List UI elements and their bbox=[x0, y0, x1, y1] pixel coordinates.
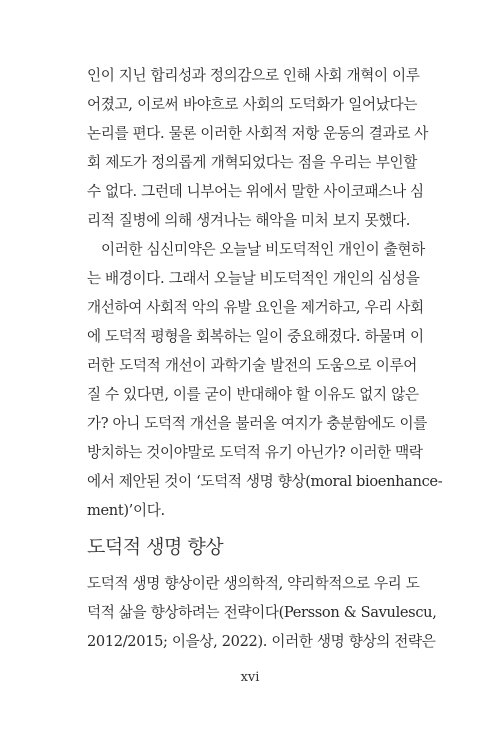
text-line: ment)’이다. bbox=[87, 502, 165, 519]
text-line: 러한 도덕적 개선이 과학기술 발전의 도움으로 이루어 bbox=[87, 357, 417, 374]
text-line: 수 없다. 그런데 니부어는 위에서 말한 사이코패스나 심 bbox=[87, 183, 424, 200]
text-line: 리적 질병에 의해 생겨나는 해악을 미처 보지 못했다. bbox=[87, 212, 411, 229]
section-heading: 도덕적 생명 향상 bbox=[87, 536, 224, 558]
text-line: 덕적 삶을 향상하려는 전략이다(Persson & Savulescu, bbox=[87, 604, 437, 621]
text-line: 에서 제안된 것이 ‘도덕적 생명 향상(moral bioenhance- bbox=[87, 473, 443, 490]
text-line: 도덕적 생명 향상이란 생의학적, 약리학적으로 우리 도 bbox=[87, 575, 420, 592]
text-line: 방치하는 것이야말로 도덕적 유기 아닌가? 이러한 맥락 bbox=[87, 444, 423, 461]
text-line: 인이 지닌 합리성과 정의감으로 인해 사회 개혁이 이루 bbox=[87, 67, 420, 84]
text-line: 2012/2015; 이을상, 2022). 이러한 생명 향상의 전략은 bbox=[87, 633, 436, 650]
page-number: xvi bbox=[240, 670, 260, 685]
text-line: 는 배경이다. 그래서 오늘날 비도덕적인 개인의 심성을 bbox=[87, 270, 420, 287]
text-line: 개선하여 사회적 악의 유발 요인을 제거하고, 우리 사회 bbox=[87, 299, 424, 316]
text-line: 가? 아니 도덕적 개선을 불러올 여지가 충분함에도 이를 bbox=[87, 415, 427, 432]
text-line: 질 수 있다면, 이를 굳이 반대해야 할 이유도 없지 않은 bbox=[87, 386, 419, 403]
text-line: 이러한 심신미약은 오늘날 비도덕적인 개인이 출현하 bbox=[101, 241, 425, 258]
text-line: 회 제도가 정의롭게 개혁되었다는 점을 우리는 부인할 bbox=[87, 154, 417, 171]
text-line: 어졌고, 이로써 바야흐로 사회의 도덕화가 일어났다는 bbox=[87, 96, 417, 113]
text-line: 논리를 편다. 물론 이러한 사회적 저항 운동의 결과로 사 bbox=[87, 125, 429, 142]
text-line: 에 도덕적 평형을 회복하는 일이 중요해졌다. 하물며 이 bbox=[87, 328, 424, 345]
